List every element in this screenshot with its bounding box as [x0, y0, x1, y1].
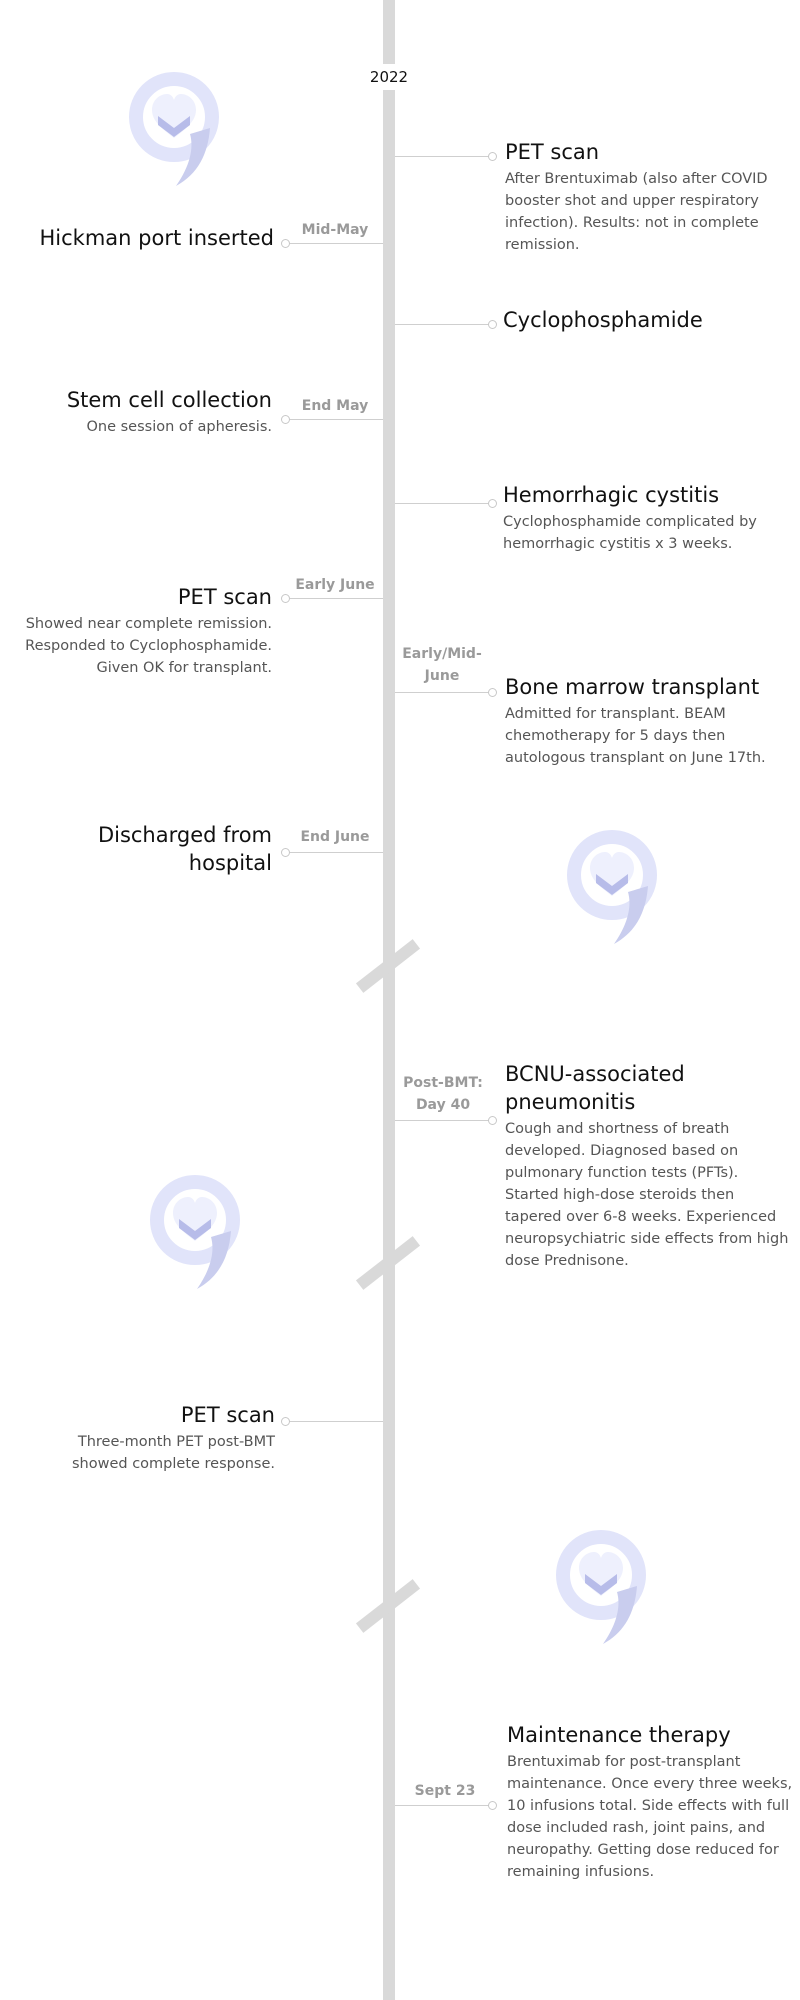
event-title: Bone marrow transplant	[505, 675, 760, 699]
event-dot	[281, 239, 290, 248]
heart-bubble-logo	[551, 1520, 651, 1650]
event-dot	[281, 594, 290, 603]
timeline-event	[30, 821, 272, 877]
year-label: 2022	[360, 64, 418, 90]
event-date: End May	[301, 398, 369, 414]
event-title: Cyclophosphamide	[503, 308, 703, 332]
event-title: BCNU-associated pneumonitis	[505, 1062, 685, 1114]
timeline-event	[20, 386, 272, 438]
heart-bubble-logo	[124, 62, 224, 192]
connector-line	[287, 852, 383, 853]
timeline-event	[507, 1721, 797, 1883]
event-title: Stem cell collection	[66, 388, 272, 412]
event-description: After Brentuximab (also after COVID booster shot and upper respiratory infection). Results: not in complete remission.	[505, 171, 768, 253]
connector-line	[287, 1421, 383, 1422]
event-title: Discharged from hospital	[97, 823, 272, 875]
event-dot	[488, 1801, 497, 1810]
event-date: Sept 23	[414, 1783, 476, 1799]
connector-line	[395, 692, 491, 693]
connector-line	[395, 503, 491, 504]
event-dot	[281, 1417, 290, 1426]
event-description: Admitted for transplant. BEAM chemotherapy for 5 days then autologous transplant on June 17th.	[505, 706, 766, 766]
event-dot	[488, 152, 497, 161]
event-dot	[488, 1116, 497, 1125]
event-dot	[488, 688, 497, 697]
event-description: One session of apheresis.	[86, 419, 272, 435]
connector-line	[395, 324, 491, 325]
event-description: Cyclophosphamide complicated by hemorrhagic cystitis x 3 weeks.	[503, 514, 757, 552]
timeline-event	[503, 481, 793, 555]
event-title: Hickman port inserted	[39, 226, 274, 250]
connector-line	[395, 156, 491, 157]
event-dot	[488, 499, 497, 508]
connector-line	[287, 598, 383, 599]
event-dot	[281, 848, 290, 857]
timeline-event	[503, 306, 793, 334]
heart-bubble-logo	[145, 1165, 245, 1295]
connector-line	[287, 419, 383, 420]
timeline-event	[35, 1401, 275, 1475]
event-title: Hemorrhagic cystitis	[503, 483, 720, 507]
event-description: Showed near complete remission. Responded to Cyclophosphamide. Given OK for transplant.	[25, 616, 272, 676]
event-title: PET scan	[505, 140, 600, 164]
timeline-axis	[383, 0, 395, 2000]
connector-line	[395, 1805, 491, 1806]
connector-line	[287, 243, 383, 244]
event-title: PET scan	[177, 585, 272, 609]
event-date: Early/Mid-June	[402, 646, 482, 684]
heart-bubble-logo	[562, 820, 662, 950]
timeline-event	[505, 673, 795, 769]
timeline-event	[505, 138, 795, 256]
timeline-event	[505, 1060, 795, 1272]
connector-line	[395, 1120, 491, 1121]
event-dot	[281, 415, 290, 424]
event-date: Post-BMT: Day 40	[403, 1075, 483, 1113]
event-title: Maintenance therapy	[507, 1723, 731, 1747]
event-dot	[488, 320, 497, 329]
event-description: Brentuximab for post-transplant maintenance. Once every three weeks, 10 infusions total. Side effects with full dose included rash, joint pains, and neuropathy. Getting dose reduced for remaining infusions.	[507, 1754, 793, 1880]
event-date: Early June	[295, 577, 375, 593]
event-title: PET scan	[180, 1403, 275, 1427]
timeline-event	[20, 224, 274, 252]
event-description: Three-month PET post-BMT showed complete response.	[71, 1434, 275, 1472]
event-description: Cough and shortness of breath developed. Diagnosed based on pulmonary function tests (PFTs). Started high-dose steroids then tapered over 6-8 weeks. Experienced neuropsychiatric side effects from high dose Prednisone.	[505, 1121, 789, 1269]
event-date: End June	[300, 829, 370, 845]
event-date: Mid-May	[301, 222, 369, 238]
timeline-event	[20, 583, 272, 679]
